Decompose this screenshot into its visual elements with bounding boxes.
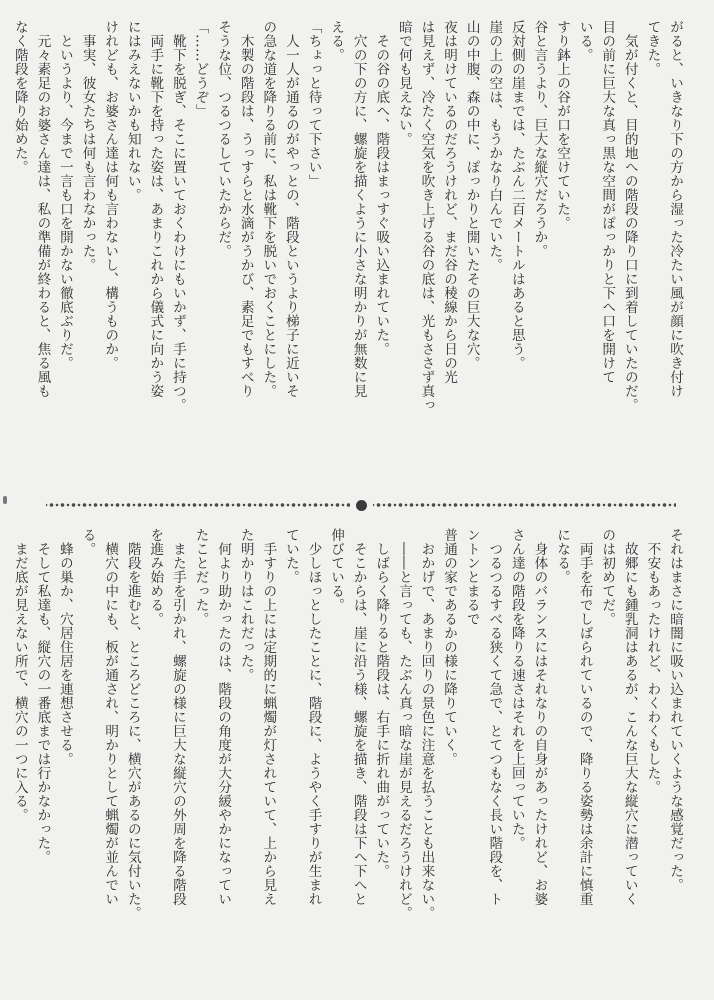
text-line: 普通の家であるかの様に降りていく。 [441, 528, 458, 766]
text-line: ントンとまるで [463, 528, 480, 626]
divider-dots-right [373, 500, 677, 510]
text-line: 身体のバランスにはそれなりの自身があったけれど、お婆 [531, 528, 548, 906]
text-line: 山の中腹、森の中に、ぽっかりと開いたその巨大な穴。 [463, 20, 480, 370]
section-divider [46, 496, 676, 514]
text-line: 人一人が通るのがやっとの、階段というより梯子に近いそ [282, 20, 299, 398]
text-line: になる。 [554, 528, 571, 584]
text-line: ――と言っても、たぶん真っ暗な崖が見えるだろうけれど。 [395, 528, 412, 920]
text-line: なく階段を降り始めた。 [11, 20, 28, 174]
text-line: 横穴の中にも、板が通され、明かりとして蝋燭が並んでい [102, 528, 119, 906]
text-line: にはみえないかも知れない。 [124, 20, 141, 202]
text-line: がると、いきなり下の方から湿った冷たい風が顔に吹き付け [667, 20, 683, 398]
text-line: いる。 [576, 20, 593, 62]
text-line: しばらく降りると階段は、右手に折れ曲がっていた。 [373, 528, 390, 878]
text-line: 両手に靴下を持った姿は、あまりこれから儀式に向かう姿 [147, 20, 164, 398]
text-line: 木製の階段は、うっすらと水滴がうかび、素足でもすべり [237, 20, 254, 398]
text-line: そして私達も、縦穴の一番底までは行かなかった。 [34, 528, 51, 864]
lower-text-block [8, 528, 686, 973]
text-line: の急な道を降りる前に、私は靴下を脱いでおくことにした。 [260, 20, 277, 398]
divider-center-dot [356, 500, 367, 511]
text-line: 手すりの上には定期的に蝋燭が灯されていて、上から見え [260, 528, 277, 906]
text-line: てきた。 [644, 20, 661, 76]
text-line: つるつるすべる狭くて急で、とてつもなく長い階段を、ト [486, 528, 503, 906]
text-line: それはまさに暗闇に吸い込まれていくような感覚だった。 [667, 528, 683, 892]
text-line: 気が付くと、目的地への階段の降り口に到着していたのだ。 [621, 20, 638, 412]
text-line: 故郷にも鍾乳洞はあるが、こんな巨大な縦穴に潜っていく [621, 528, 638, 906]
text-line: える。 [328, 20, 345, 62]
text-line: を進み始める。 [147, 528, 164, 626]
divider-dots-left [46, 500, 350, 510]
text-line: また手を引かれ、螺旋の様に巨大な縦穴の外周を降る階段 [169, 528, 186, 906]
text-line: たことだった。 [192, 528, 209, 626]
text-line: 事実、彼女たちは何も言わなかった。 [79, 20, 96, 272]
text-line: 穴の下の方に、螺旋を描くように小さな明かりが無数に見 [350, 20, 367, 398]
text-line: る。 [79, 528, 96, 556]
text-line: 崖の上の空は、もうかなり白んでいた。 [486, 20, 503, 272]
text-line: そうな位、つるつるしていたからだ。 [215, 20, 232, 258]
text-line: 少しほっとしたことに、階段に、ようやく手すりが生まれ [305, 528, 322, 906]
text-line: 目の前に巨大な真っ黒な空間がぽっかりと下へ口を開けて [599, 20, 616, 384]
text-line: 夜は明けているのだろうけれど、まだ谷の稜線から日の光 [441, 20, 458, 384]
text-line: 靴下を脱ぎ、そこに置いておくわけにもいかず、手に持つ。 [169, 20, 186, 412]
text-line: 伸びている。 [328, 528, 345, 612]
binding-mark [3, 496, 7, 504]
text-line: た明かりはこれだった。 [237, 528, 254, 682]
text-line: 両手を布でしばられているので、降りる姿勢は余計に慎重 [576, 528, 593, 906]
upper-text-block [8, 20, 686, 485]
text-line: そこからは、崖に沿う様、螺旋を描き、階段は下へ下へと [350, 528, 367, 906]
text-line: 「ちょっと待って下さい」 [305, 20, 322, 188]
text-line: 暗で何も見えない。 [395, 20, 412, 146]
text-line: は見えず、冷たく空気を吹き上げる谷の底は、光もささず真っ [418, 20, 435, 412]
text-line: すり鉢上の谷が口を空けていた。 [554, 20, 571, 230]
text-line: というより、今まで一言も口を開かない徹底ぶりだ。 [56, 20, 73, 370]
text-line: 「……どうぞ」 [192, 20, 209, 118]
text-line: 何より助かったのは、階段の角度が大分緩やかになってい [215, 528, 232, 906]
text-line: 谷と言うより、巨大な縦穴だろうか。 [531, 20, 548, 258]
text-line: のは初めてだ。 [599, 528, 616, 626]
text-line: ていた。 [282, 528, 299, 584]
text-line: その谷の底へ、階段はまっすぐ吸い込まれていた。 [373, 20, 390, 356]
text-line: 不安もあったけれど、わくわくもした。 [644, 528, 661, 794]
text-line: けれども、お婆さん達は何も言わないし、構うものか。 [102, 20, 119, 370]
text-line: まだ底が見えない所で、横穴の一つに入る。 [11, 528, 28, 822]
text-line: 階段を進むと、ところどころに、横穴があるのに気付いた。 [124, 528, 141, 920]
text-line: さん達の階段を降りる速さはそれを上回っていた。 [508, 528, 525, 850]
text-line: 蜂の巣か、穴居住居を連想させる。 [56, 528, 73, 766]
text-line: 反対側の崖までは、たぶん二百メートルはあると思う。 [508, 20, 525, 370]
text-line: おかげで、あまり回りの景色に注意を払うことも出来ない。 [418, 528, 435, 920]
text-line: 元々素足のお婆さん達は、私の準備が終わると、焦る風も [34, 20, 51, 398]
